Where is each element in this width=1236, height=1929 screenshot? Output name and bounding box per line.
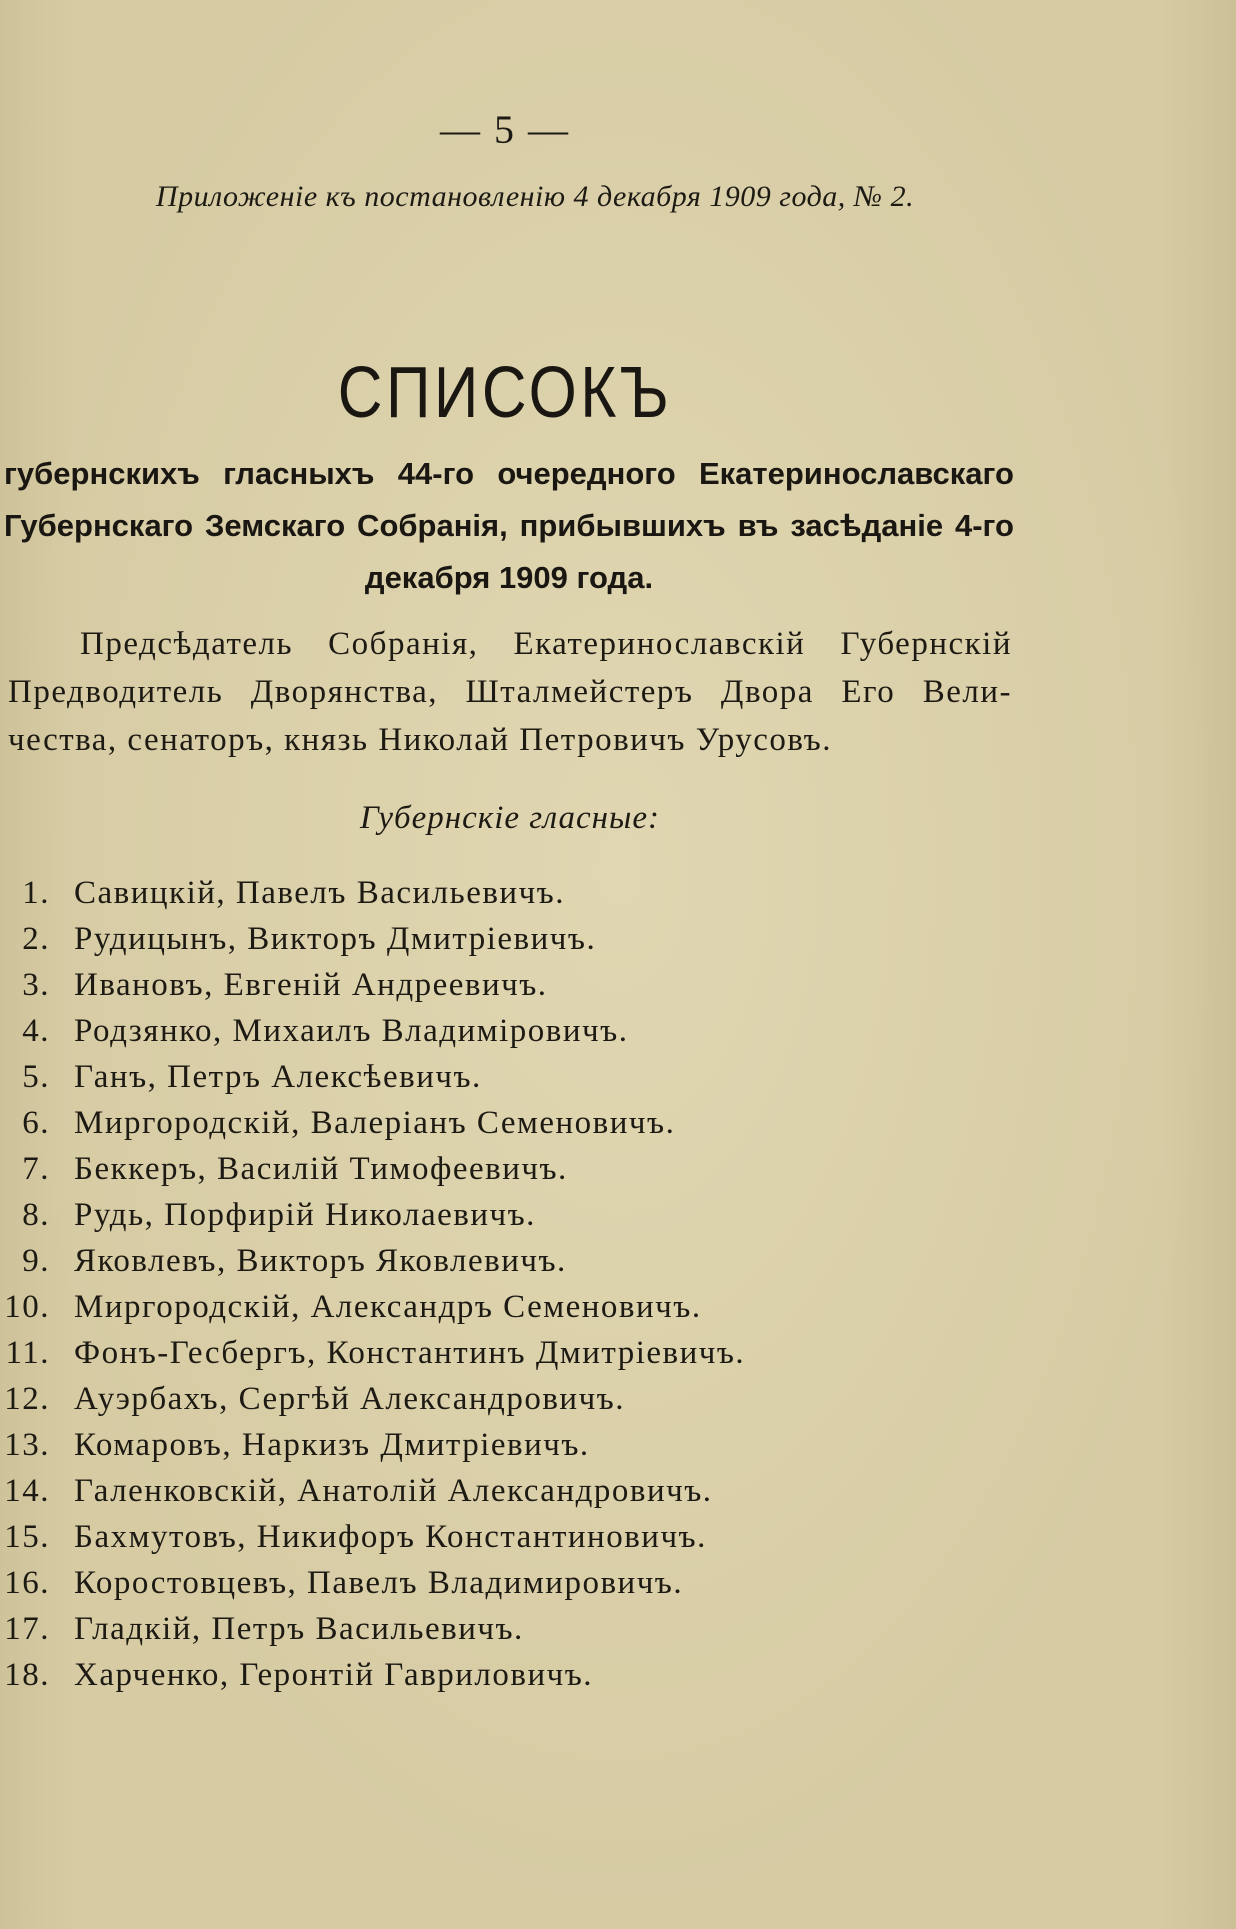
member-name: Комаровъ, Наркизъ Дмитріевичъ. bbox=[74, 1427, 590, 1463]
page-number: — 5 — bbox=[440, 107, 570, 152]
item-number: 8. bbox=[22, 1197, 50, 1233]
chairman-line: чества, сенаторъ, князь Николай Петровичъ Урусовъ. bbox=[8, 722, 832, 758]
section-heading: Губернскіе гласные: bbox=[360, 800, 660, 836]
member-name: Миргородскій, Александръ Семеновичъ. bbox=[74, 1289, 702, 1325]
appendix-note: Приложеніе къ постановленію 4 декабря 1909 года, № 2. bbox=[155, 180, 915, 213]
item-number: 12. bbox=[4, 1381, 50, 1417]
subtitle-line: декабря 1909 года. bbox=[364, 560, 654, 595]
member-name: Гладкій, Петръ Васильевичъ. bbox=[74, 1611, 524, 1647]
list-item bbox=[0, 1560, 1000, 1606]
list-item bbox=[0, 1422, 1000, 1468]
member-name: Рудицынъ, Викторъ Дмитріевичъ. bbox=[74, 921, 597, 957]
list-item bbox=[0, 1100, 1000, 1146]
member-name: Ганъ, Петръ Алексѣевичъ. bbox=[74, 1059, 482, 1095]
member-name: Беккеръ, Василій Тимофеевичъ. bbox=[74, 1151, 568, 1187]
list-item bbox=[0, 870, 1000, 916]
member-name: Савицкій, Павелъ Васильевичъ. bbox=[74, 875, 565, 911]
list-item bbox=[0, 916, 1000, 962]
document-title: СПИСОКЪ bbox=[337, 353, 673, 433]
item-number: 7. bbox=[22, 1151, 50, 1187]
list-item bbox=[0, 1514, 1000, 1560]
item-number: 3. bbox=[22, 967, 50, 1003]
item-number: 14. bbox=[4, 1473, 50, 1509]
member-name: Коростовцевъ, Павелъ Владимировичъ. bbox=[74, 1565, 684, 1601]
members-list bbox=[0, 870, 1000, 1698]
document-subtitle bbox=[4, 448, 1014, 604]
subtitle-line: Губернскаго Земскаго Собранія, прибывшихъ въ засѣданіе 4-го bbox=[4, 508, 1014, 543]
member-name: Галенковскій, Анатолій Александровичъ. bbox=[74, 1473, 713, 1509]
member-name: Бахмутовъ, Никифоръ Константиновичъ. bbox=[74, 1519, 707, 1555]
member-name: Фонъ-Гесбергъ, Константинъ Дмитріевичъ. bbox=[74, 1335, 746, 1371]
member-name: Яковлевъ, Викторъ Яковлевичъ. bbox=[74, 1243, 567, 1279]
item-number: 18. bbox=[4, 1657, 50, 1693]
list-item bbox=[0, 1652, 1000, 1698]
list-item bbox=[0, 1146, 1000, 1192]
item-number: 6. bbox=[22, 1105, 50, 1141]
member-name: Рудь, Порфирій Николаевичъ. bbox=[74, 1197, 536, 1233]
list-item bbox=[0, 1606, 1000, 1652]
list-item bbox=[0, 1376, 1000, 1422]
list-item bbox=[0, 1330, 1000, 1376]
item-number: 15. bbox=[4, 1519, 50, 1555]
list-item bbox=[0, 1054, 1000, 1100]
chairman-line: Предсѣдатель Собранія, Екатеринославскій Губернскій bbox=[80, 626, 1012, 662]
item-number: 2. bbox=[22, 921, 50, 957]
item-number: 16. bbox=[4, 1565, 50, 1601]
list-item bbox=[0, 1238, 1000, 1284]
member-name: Харченко, Геронтій Гавриловичъ. bbox=[74, 1657, 594, 1693]
chairman-paragraph bbox=[8, 620, 1012, 764]
item-number: 9. bbox=[22, 1243, 50, 1279]
item-number: 4. bbox=[22, 1013, 50, 1049]
item-number: 1. bbox=[22, 875, 50, 911]
member-name: Ивановъ, Евгеній Андреевичъ. bbox=[74, 967, 548, 1003]
list-item bbox=[0, 1008, 1000, 1054]
member-name: Ауэрбахъ, Сергѣй Александровичъ. bbox=[74, 1381, 625, 1417]
member-name: Родзянко, Михаилъ Владиміровичъ. bbox=[74, 1013, 629, 1049]
chairman-line: Предводитель Дворянства, Шталмейстеръ Двора Его Вели- bbox=[8, 674, 1012, 710]
list-item bbox=[0, 962, 1000, 1008]
item-number: 13. bbox=[4, 1427, 50, 1463]
item-number: 10. bbox=[4, 1289, 50, 1325]
member-name: Миргородскій, Валеріанъ Семеновичъ. bbox=[74, 1105, 676, 1141]
list-item bbox=[0, 1284, 1000, 1330]
item-number: 5. bbox=[22, 1059, 50, 1095]
subtitle-line: губернскихъ гласныхъ 44-го очередного Екатеринославскаго bbox=[4, 456, 1014, 491]
list-item bbox=[0, 1468, 1000, 1514]
item-number: 11. bbox=[5, 1335, 50, 1371]
list-item bbox=[0, 1192, 1000, 1238]
item-number: 17. bbox=[4, 1611, 50, 1647]
